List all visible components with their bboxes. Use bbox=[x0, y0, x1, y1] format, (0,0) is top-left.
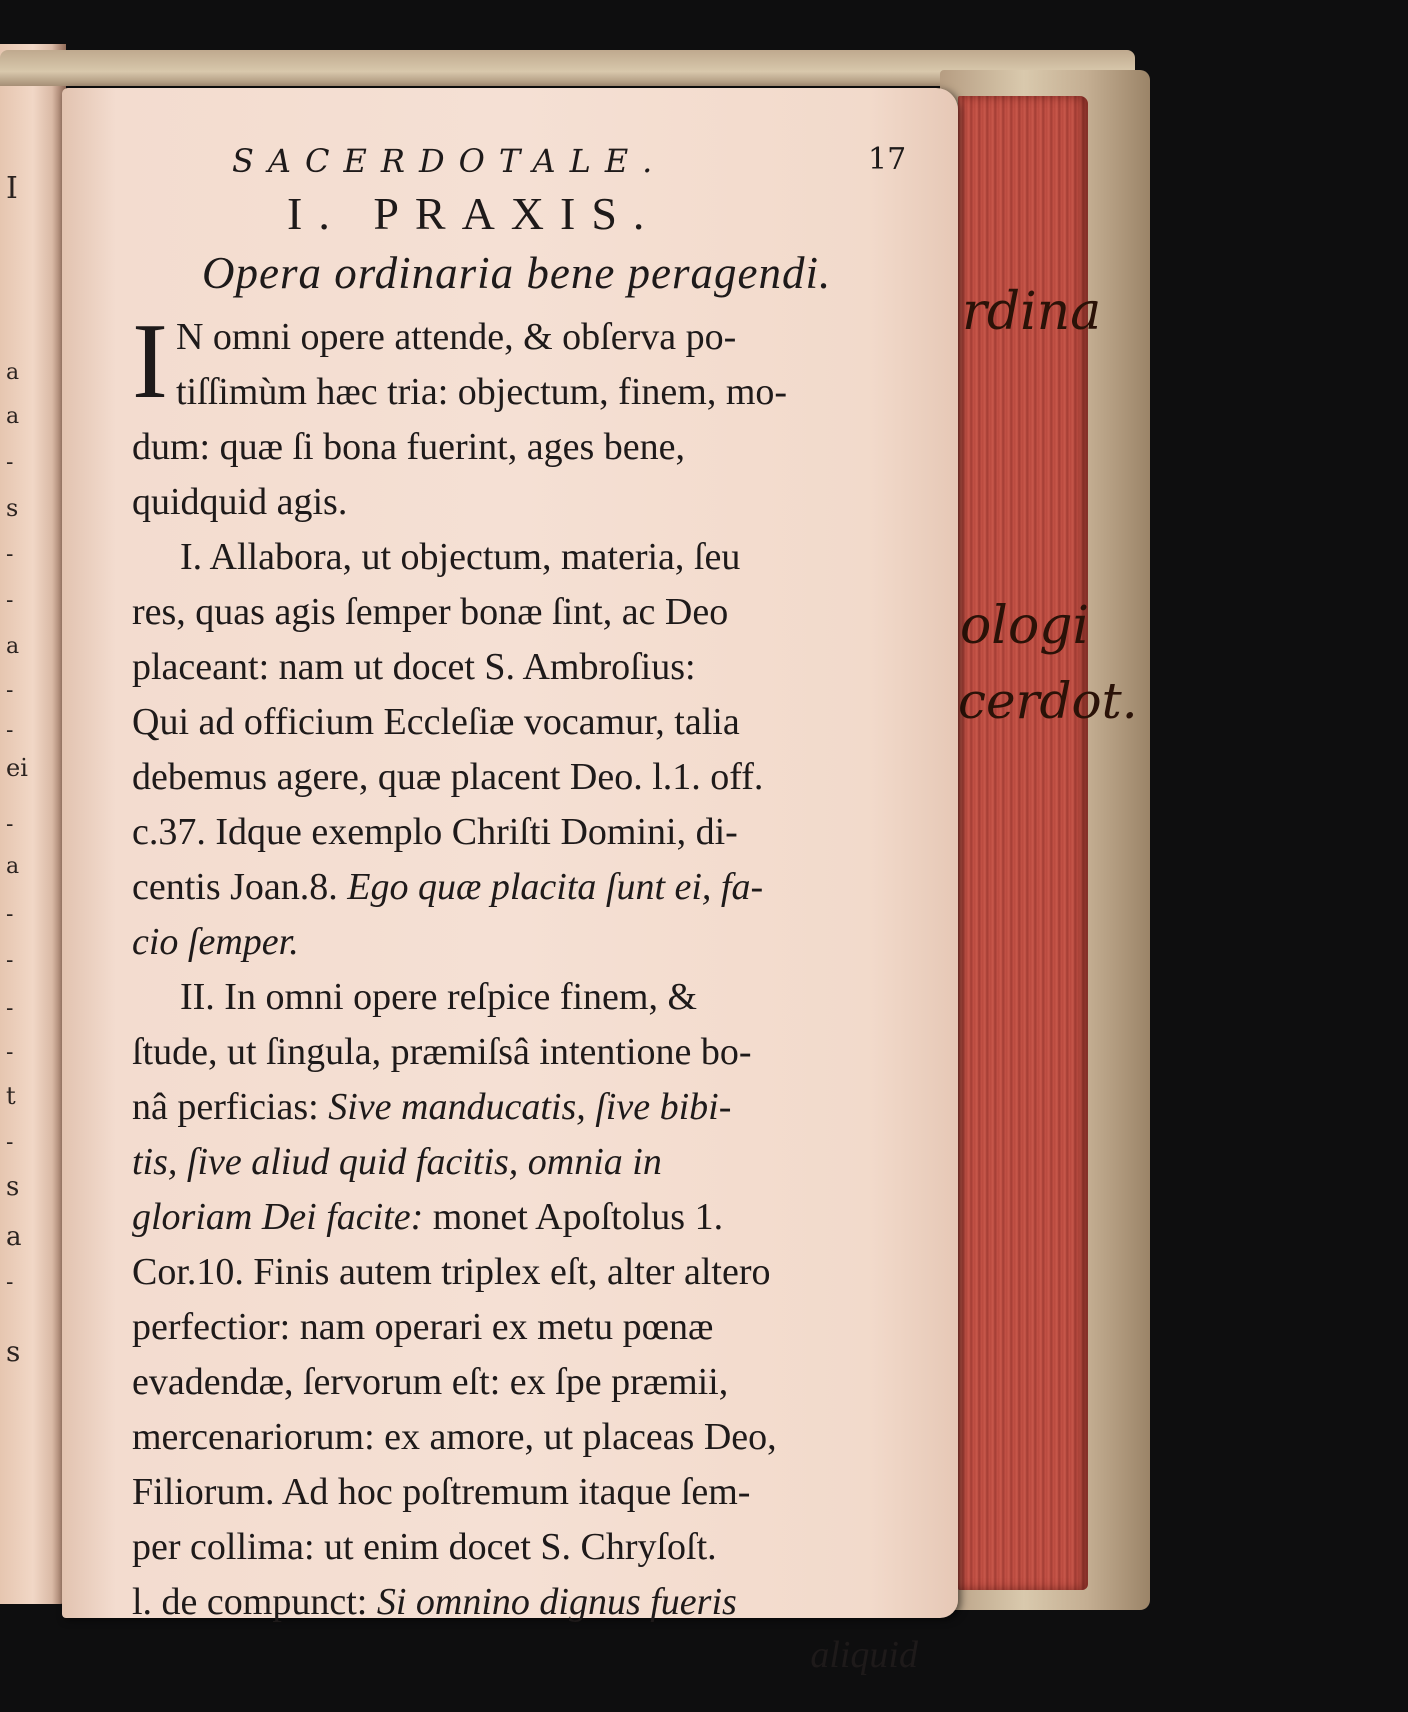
text-segment: centis Joan.8. bbox=[132, 866, 338, 908]
paragraph-1 bbox=[132, 302, 932, 530]
left-page-fragment: - bbox=[6, 1270, 14, 1295]
left-page-fragment: a bbox=[6, 854, 20, 879]
section-heading: I. PRAXIS. bbox=[287, 188, 661, 239]
paragraph-3 bbox=[132, 970, 932, 1630]
text-line: Cor.10. Finis autem triplex eſt, alter altero bbox=[132, 1251, 771, 1293]
text-line: Qui ad officium Eccleſiæ vocamur, talia bbox=[132, 701, 740, 743]
left-page-fragment: s bbox=[6, 494, 19, 522]
italic-quote: gloriam Dei facite: bbox=[132, 1196, 424, 1238]
red-page-edges bbox=[958, 96, 1138, 1590]
text-line: debemus agere, quæ placent Deo. l.1. off. bbox=[132, 756, 764, 798]
left-page-fragment: - bbox=[6, 948, 14, 973]
text-line: cio ſemper. bbox=[132, 921, 299, 963]
left-page-fragment: - bbox=[6, 588, 14, 613]
text-line: mercenariorum: ex amore, ut placeas Deo, bbox=[132, 1416, 777, 1458]
left-page-fragment: - bbox=[6, 678, 14, 703]
text-line: c.37. Idque exemplo Chriſti Domini, di- bbox=[132, 811, 738, 853]
left-page-fragment: I bbox=[6, 171, 18, 206]
left-page-fragment: a bbox=[6, 634, 20, 659]
text-line: perfectior: nam operari ex metu pœnæ bbox=[132, 1306, 714, 1348]
text-line: I. Allabora, ut objectum, materia, ſeu bbox=[180, 536, 741, 578]
left-page-fragment: - bbox=[6, 996, 14, 1021]
text-line: dum: quæ ſi bona fuerint, ages bene, bbox=[132, 426, 685, 468]
text-line: N omni opere attende, & obſerva po- bbox=[175, 316, 737, 358]
left-page-fragment: - bbox=[6, 718, 14, 743]
italic-quote: Si omnino dignus fueris bbox=[367, 1581, 737, 1623]
left-page-fragment: - bbox=[6, 812, 14, 837]
running-head-title: SACERDOTALE. bbox=[232, 142, 667, 180]
text-line: placeant: nam ut docet S. Ambroſius: bbox=[132, 646, 696, 688]
left-page-fragment: - bbox=[6, 902, 14, 927]
text-line: ſtude, ut ſingula, præmiſsâ intentione bo- bbox=[132, 1031, 752, 1073]
left-page-fragment: a bbox=[6, 404, 20, 429]
spine-label: ologi bbox=[960, 596, 1090, 656]
left-page-fragment: t bbox=[6, 1082, 16, 1110]
left-page-fragment: - bbox=[6, 1040, 14, 1065]
text-line: per collima: ut enim docet S. Chryſoſt. bbox=[132, 1526, 717, 1568]
text-segment: nâ perficias: bbox=[132, 1086, 319, 1128]
text-line bbox=[132, 1190, 932, 1245]
drop-cap: I bbox=[132, 302, 168, 421]
left-page-fragment: a bbox=[6, 360, 20, 385]
left-page-fragment: ei bbox=[6, 754, 28, 782]
paragraph-2 bbox=[132, 530, 932, 970]
page-content bbox=[132, 138, 932, 1680]
text-line bbox=[132, 860, 932, 915]
text-line: II. In omni opere reſpice finem, & bbox=[180, 976, 698, 1018]
text-line: res, quas agis ſemper bonæ ſint, ac Deo bbox=[132, 591, 729, 633]
book-page bbox=[62, 88, 958, 1676]
italic-quote: Ego quæ placita ſunt ei, fa- bbox=[347, 866, 764, 908]
left-page-fragment: s bbox=[6, 1335, 21, 1368]
running-head bbox=[132, 138, 932, 182]
text-line: quidquid agis. bbox=[132, 481, 348, 523]
text-segment: monet Apoſtolus 1. bbox=[423, 1196, 724, 1238]
page-number: 17 bbox=[868, 142, 907, 177]
left-page-fragment: - bbox=[6, 542, 14, 567]
text-line bbox=[132, 1080, 932, 1135]
text-line: tiſſimùm hæc tria: objectum, finem, mo- bbox=[175, 371, 788, 413]
text-line: tis, ſive aliud quid facitis, omnia in bbox=[132, 1141, 662, 1183]
spine-label: rdina bbox=[962, 282, 1102, 342]
left-page-fragment: s bbox=[6, 1172, 20, 1202]
catchword: aliquid bbox=[810, 1634, 918, 1676]
text-line: evadendæ, ſervorum eſt: ex ſpe præmii, bbox=[132, 1361, 729, 1403]
text-line: Filiorum. Ad hoc poſtremum itaque ſem- bbox=[132, 1471, 751, 1513]
italic-quote: Sive manducatis, ſive bibi- bbox=[318, 1086, 732, 1128]
text-line bbox=[132, 1575, 932, 1630]
left-page-edge bbox=[0, 44, 66, 1604]
spine-label: cerdot. bbox=[958, 672, 1138, 730]
text-segment: l. de compunct: bbox=[132, 1581, 368, 1623]
left-page-fragment: a bbox=[6, 1222, 22, 1252]
left-page-fragment: - bbox=[6, 450, 14, 475]
left-page-fragment: - bbox=[6, 1130, 14, 1155]
section-subheading: Opera ordinaria bene peragendi. bbox=[202, 248, 832, 298]
